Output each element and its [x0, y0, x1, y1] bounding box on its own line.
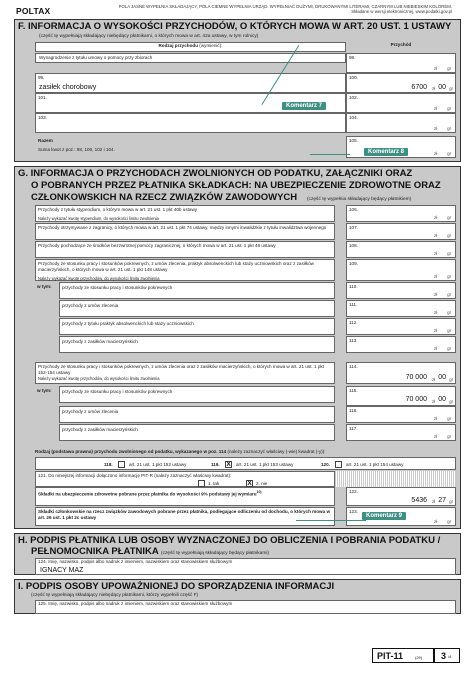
section-i-title: I. PODPIS OSOBY UPOWAŻNIONEJ DO SPORZĄDZENIA INFORMACJI — [18, 581, 335, 592]
g-row-113-amount[interactable]: 113. zł gr — [346, 336, 456, 353]
g-row-109-label: Przychody ze stosunku pracy i stosunków pokrewnych, z umów zlecenia, praktyk absolwenckich lub staży uczniowskich oraz z zasiłków macierzyńskich, o których mowa w art. 21 ust. 1 pkt 148 ustawy Należy wykazać kwotę przychodów, do wysokości limitu zwolnienia — [35, 259, 335, 281]
f-row-98-income[interactable]: 98. zł gr — [346, 53, 456, 73]
callout-8-arrow — [310, 154, 350, 155]
field-124-value: IGNACY MAZ — [40, 567, 84, 574]
section-f — [14, 19, 461, 162]
f-row-104-income[interactable]: 104. zł gr — [346, 113, 456, 133]
g-row-123-amount[interactable]: 123. zł gr — [346, 507, 456, 526]
callout-9: Komentarz 9 — [362, 512, 406, 520]
form-symbol: PIT-11 (29) — [372, 648, 434, 663]
f-row-101-kind[interactable]: 101. — [35, 93, 346, 113]
g-in-which-1: w tym: — [37, 284, 52, 289]
checkbox-120[interactable] — [335, 461, 342, 468]
checkbox-121-no[interactable]: X — [247, 480, 252, 487]
checkbox-118[interactable] — [118, 461, 125, 468]
g-row-106-label: Przychody z tytułu stypendium, o którym mowa w art. 21 ust. 1 pkt 40b ustawy Należy wykazać kwotę stypendium, do wysokości limitu zwolnienia — [35, 205, 335, 222]
g-basis-options: 118. art. 21 ust. 1 pkt 152 ustawy 119. X art. 21 ust. 1 pkt 153 ustawy 120. art. 21 ust. 1 pkt 154 ustawy — [35, 457, 456, 470]
g-row-110-amount[interactable]: 110. zł gr — [346, 282, 456, 299]
g-row-109-amount[interactable]: 109. zł gr — [346, 259, 456, 281]
g-row-107-amount[interactable]: 107. zł gr — [346, 223, 456, 240]
header-instructions: POLA JASNE WYPEŁNIA SKŁADAJĄCY, POLA CIEMNE WYPEŁNIA URZĄD. WYPEŁNIAĆ DUŻYMI, DRUKOWANYMI LITERAMI, CZARNYM LUB NIEBIESKIM KOLOREM. Składane w wersji elektronicznej, www.podatki.gov.pl — [118, 4, 452, 15]
f-total-label: Razem Suma kwot z poz.: 98, 100, 102 i 104. — [38, 138, 115, 152]
g-q121-hatch — [335, 471, 456, 487]
f-row-102-income[interactable]: 102. zł gr — [346, 93, 456, 113]
g-q121: 121. Do niniejszej informacji dołączono informację PIT-R (należy zaznaczyć właściwy kwadrat): 1. tak X 2. nie — [35, 471, 335, 487]
field-124[interactable]: 124. Imię, nazwisko, podpis albo nadruk z imieniem, nazwiskiem oraz stanowiskiem służbowym IGNACY MAZ — [35, 558, 456, 575]
col-kind-header: Rodzaj przychodu (wymienić): — [35, 42, 346, 52]
section-g — [14, 166, 461, 529]
g-row-122-label: Składki na ubezpieczenie zdrowotne pobrane przez płatnika do wysokości 9% podstawy jej wymiaru$^{10)}$ — [35, 487, 335, 506]
section-h — [14, 533, 461, 575]
g-row-110-label: przychody ze stosunku pracy i stosunków pokrewnych — [59, 282, 335, 299]
checkbox-121-yes[interactable] — [198, 480, 205, 487]
f-row-100-amount: 6700 — [411, 84, 427, 91]
field-125[interactable]: 125. Imię, nazwisko, podpis albo nadruk z imieniem, nazwiskiem oraz stanowiskiem służbowym — [35, 600, 456, 614]
g-row-115-amount[interactable]: 115. 70 000 zł 00 gr — [346, 386, 456, 406]
g-row-114-amount[interactable]: 114. 70 000 zł 00 gr — [346, 362, 456, 384]
g-row-117-amount[interactable]: 117. zł gr — [346, 424, 456, 441]
page-number: 3 /4 — [434, 648, 460, 663]
section-i-subtitle: (część tę wypełniają składający niebędący płatnikami, którzy wypełnili część F) — [31, 593, 199, 598]
section-g-title-2: O POBRANYCH PRZEZ PŁATNIKA SKŁADKACH: NA UBEZPIECZENIE ZDROWOTNE ORAZ — [31, 180, 441, 191]
g-row-116-label: przychody z umów zlecenia — [59, 406, 335, 423]
col-income-header: Przychód — [390, 42, 412, 47]
g-row-114-label: Przychody ze stosunku pracy i stosunków pokrewnych, z umów zlecenia oraz z zasiłków macierzyńskich, o których mowa w art. 21 ust. 1 pkt 152-154 ustawy Należy wykazać kwotę przychodów, do wysokości limitu zwolnienia — [35, 362, 335, 384]
g-row-108-label: Przychody pochodzące ze środków bezzwrotnej pomocy zagranicznej, o których mowa w art. 21 ust. 1 pkt 46 ustawy — [35, 241, 335, 258]
poltax-logo: POLTAX — [16, 6, 51, 16]
f-row-99-kind[interactable]: 99. zasiłek chorobowy — [35, 73, 346, 93]
g-row-111-label: przychody z umów zlecenia — [59, 300, 335, 317]
callout-7: Komentarz 7 — [282, 102, 326, 110]
f-row-98-kind[interactable]: Wynagrodzenie z tytułu umowy o pomocy przy zbiorach — [35, 53, 346, 63]
section-f-title: F. INFORMACJA O WYSOKOŚCI PRZYCHODÓW, O KTÓRYCH MOWA W ART. 20 UST. 1 USTAWY — [18, 21, 452, 32]
g-row-112-amount[interactable]: 112. zł gr — [346, 318, 456, 335]
g-row-112-label: przychody z tytułu praktyk absolwenckich lub staży uczniowskich — [59, 318, 335, 335]
section-h-title-2: PEŁNOMOCNIKA PŁATNIKA (część tę wypełniają składający będący płatnikami) — [31, 546, 269, 557]
g-row-122-amount[interactable]: 122. 5436 zł 27 gr — [346, 487, 456, 506]
g-row-113-label: przychody z zasiłków macierzyńskich — [59, 336, 335, 353]
g-row-107-label: Przychody otrzymywane z zagranicy, o których mowa w art. 21 ust. 1 pkt 74 ustawy, między innymi inwalidzkie z tytułu inwalidztwa wojennego — [35, 223, 335, 240]
g-row-111-amount[interactable]: 111. zł gr — [346, 300, 456, 317]
section-f-subtitle: (część tę wypełniają składający niebędący płatnikami, o których mowa w art. 42a ustawy, w tym rolnicy) — [39, 34, 259, 39]
g-row-106-amount[interactable]: 106. zł gr — [346, 205, 456, 222]
callout-8: Komentarz 8 — [364, 148, 408, 156]
g-in-which-2: w tym: — [37, 388, 52, 393]
section-i — [14, 579, 461, 614]
section-g-subtitle: (część tę wypełnia składający będący płatnikiem) — [307, 197, 412, 202]
callout-9-arrow — [296, 520, 366, 521]
section-g-title-1: G. INFORMACJA O PRZYCHODACH ZWOLNIONYCH OD PODATKU, ZAŁĄCZNIKI ORAZ — [18, 168, 413, 179]
f-row-99-value: zasiłek chorobowy — [39, 84, 97, 91]
g-row-114-value: 70 000 — [405, 374, 427, 381]
f-row-100-income[interactable]: 100. 6700 zł 00 gr — [346, 73, 456, 93]
checkbox-119[interactable]: X — [226, 461, 231, 468]
section-g-title-3: CZŁONKOWSKICH NA RZECZ ZWIĄZKÓW ZAWODOWYCH — [31, 192, 298, 203]
g-row-108-amount[interactable]: 108. zł gr — [346, 241, 456, 258]
g-row-123-label: Składki członkowskie na rzecz związków zawodowych pobrane przez płatnika, podlegające odliczeniu od dochodu, o których mowa w art. 26 ust. 1 pkt 2c ustawy — [35, 507, 335, 526]
f-row-105-total[interactable]: 105. zł gr — [346, 136, 456, 158]
g-row-115-value: 70 000 — [405, 396, 427, 403]
g-row-116-amount[interactable]: 116. zł gr — [346, 406, 456, 423]
g-row-117-label: przychody z zasiłków macierzyńskich — [59, 424, 335, 441]
section-h-title-1: H. PODPIS PŁATNIKA LUB OSOBY WYZNACZONEJ DO OBLICZENIA I POBRANIA PODATKU / — [18, 535, 441, 546]
g-row-115-label: przychody ze stosunku pracy i stosunków pokrewnych — [59, 386, 335, 403]
f-row-103-kind[interactable]: 103. — [35, 113, 346, 133]
g-row-122-value: 5436 — [411, 497, 427, 504]
g-basis-label: Rodzaj (podstawa prawna) przychodu zwolnionego od podatku, wykazanego w poz. 114 (należy zaznaczyć właściwy (-wie) kwadrat (-y)): — [35, 449, 326, 454]
